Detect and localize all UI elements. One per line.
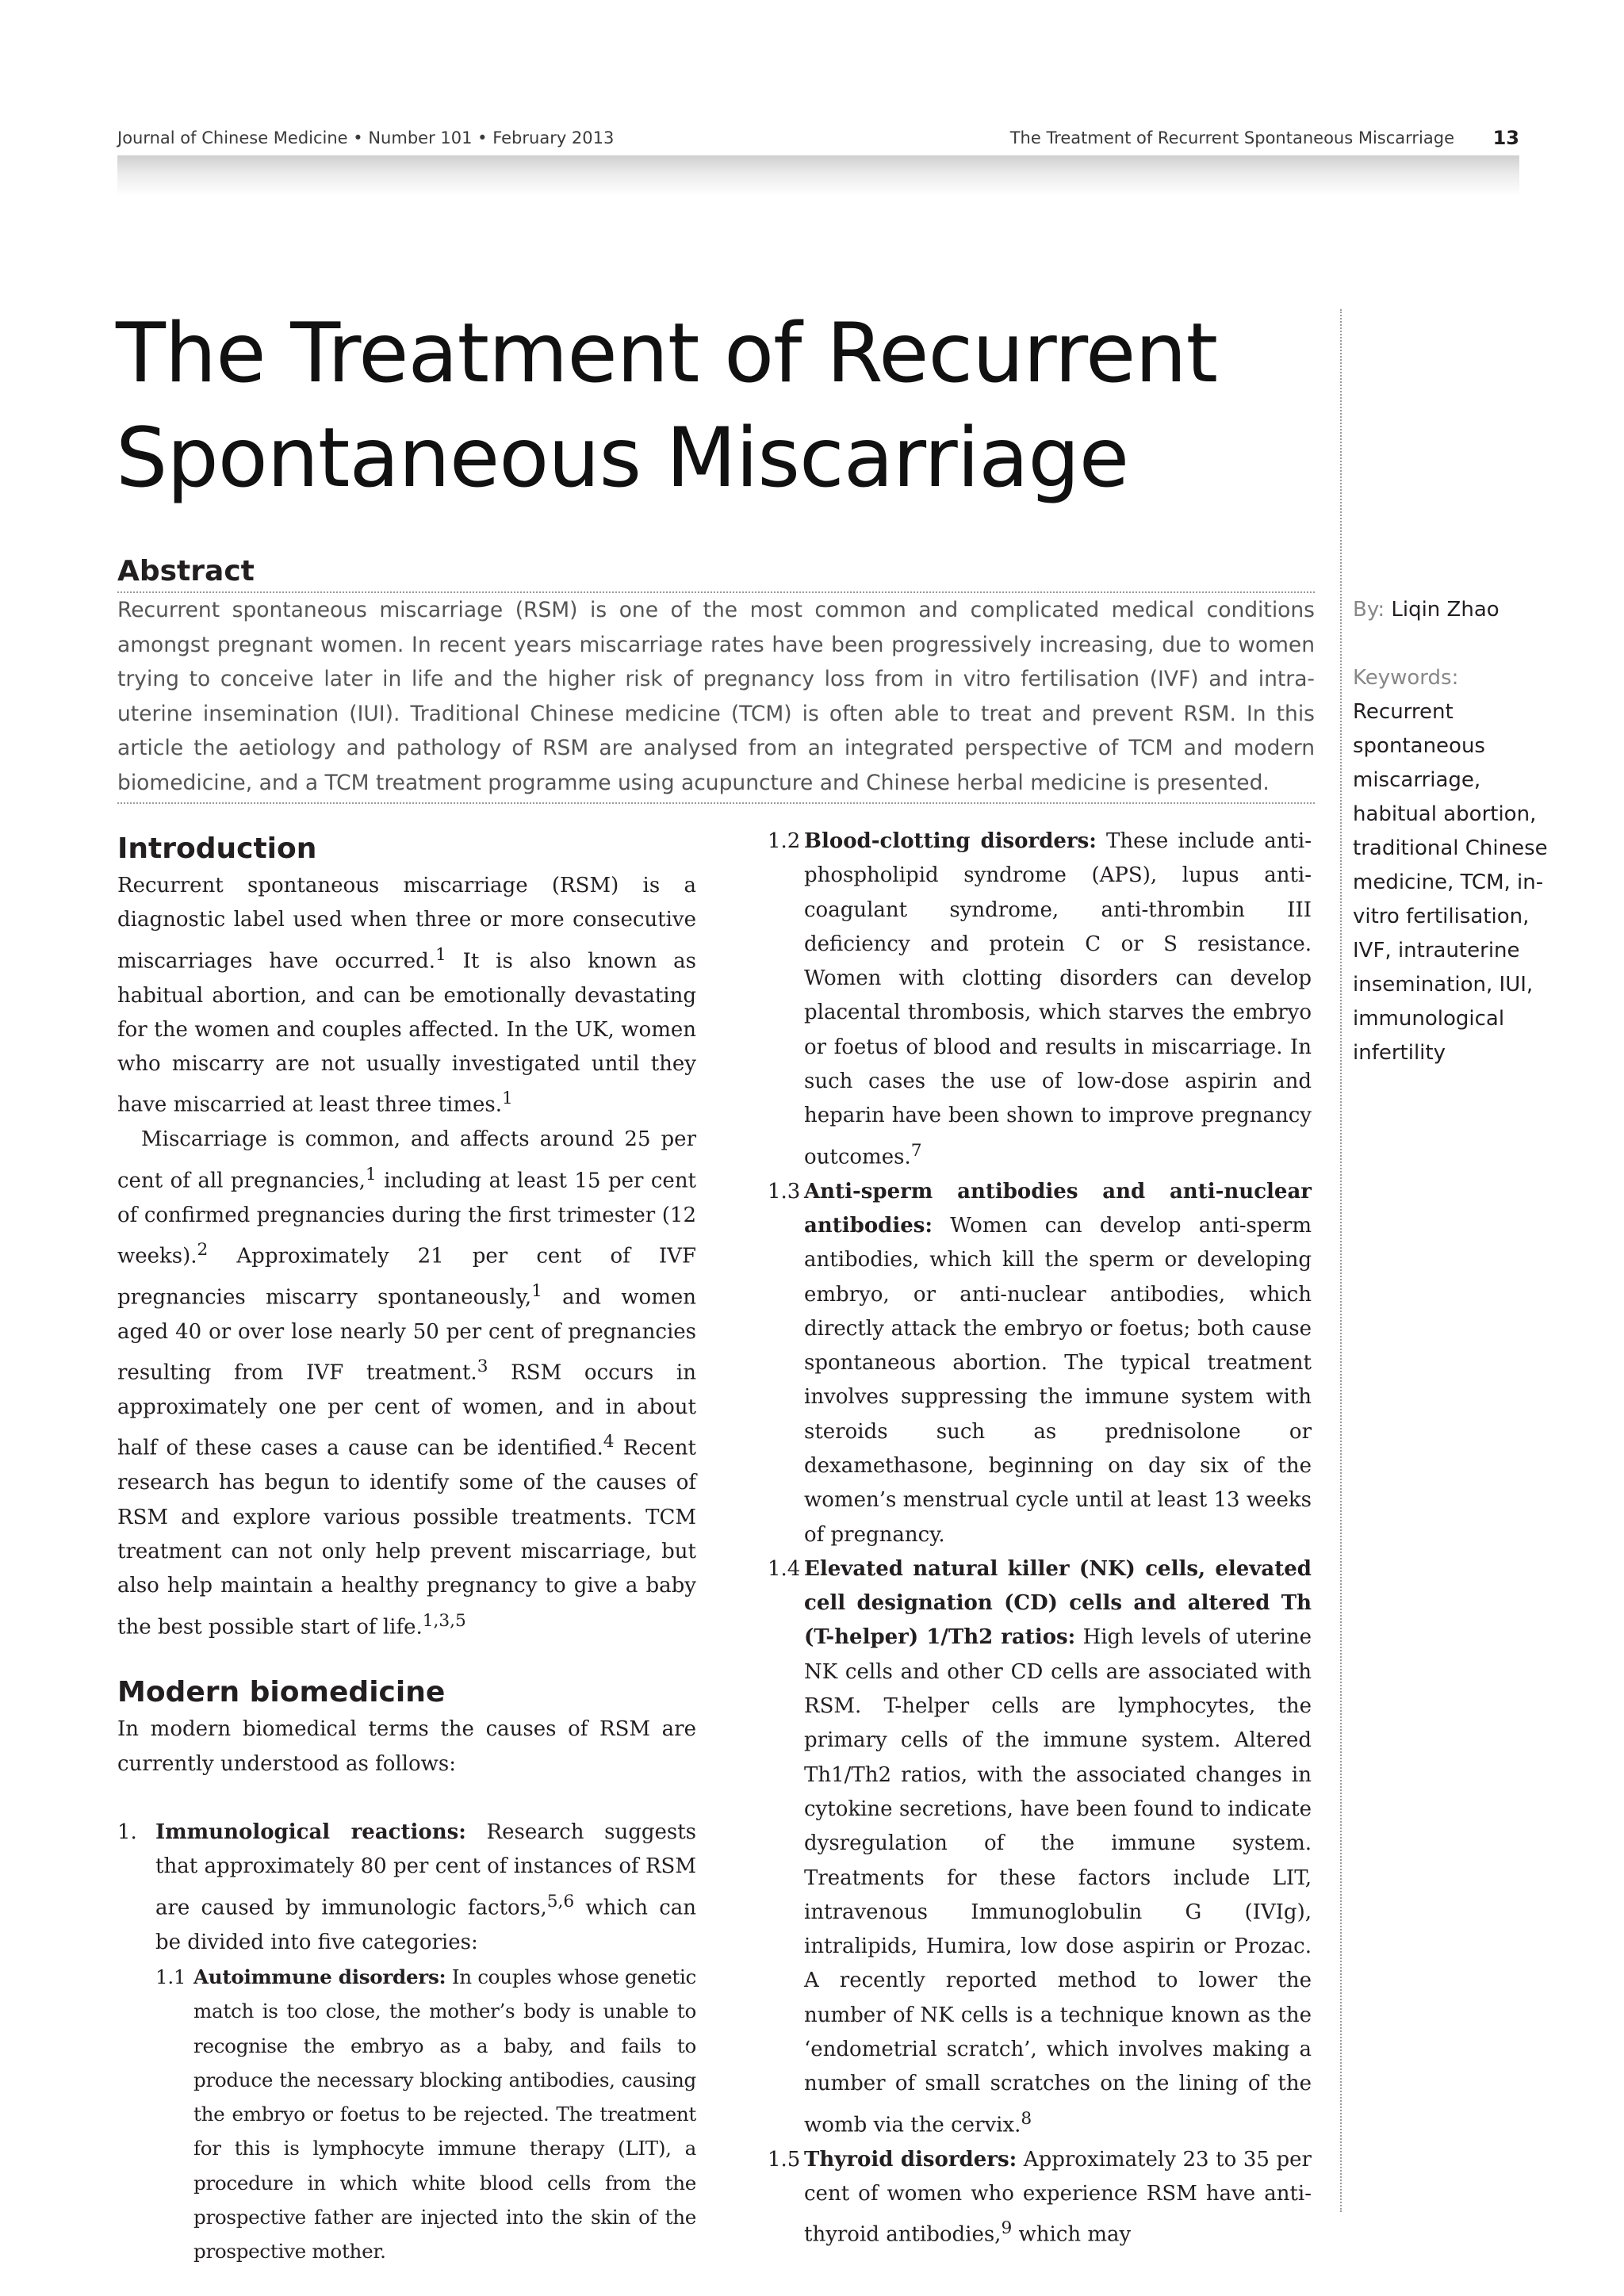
- abstract-rule-bottom: [117, 802, 1315, 804]
- introduction-heading: Introduction: [117, 832, 317, 865]
- list-item-blood-clotting-disorders: 1.2 Blood-clotting disorders: These include anti-phospholipid syndrome (APS), lupus anti-coagulant syndrome, anti-thrombin III deficiency and protein C or S resistance. Women with clotting disorders can develop placental thrombosis, which starves the embryo or foetus of blood and results in miscarriage. In such cases the use of low-dose aspirin and heparin have been shown to improve pregnancy outcomes.$^7$: [768, 825, 1312, 1175]
- citation-ref: 4: [603, 1432, 615, 1452]
- citation-ref: 1: [365, 1164, 377, 1184]
- list-number: 1.4: [768, 1556, 801, 1581]
- citation-ref: 2: [197, 1239, 209, 1260]
- list-number: 1.: [117, 1820, 137, 1845]
- keywords-list: Recurrent spontaneous miscarriage, habitual abortion, traditional Chinese medicine, TCM, in-vitro fertilisation, IVF, intrauterine insemination, IUI, immunological infertility: [1353, 700, 1548, 1065]
- list-item-nk-cells: 1.4 Elevated natural killer (NK) cells, elevated cell designation (CD) cells and altered Th (T-helper) 1/Th2 ratios: High levels of uterine NK cells and other CD cells are associated with RSM. T-helper cells are lymphocytes, the primary cells of the immune system. Altered Th1/Th2 ratios, with the associated changes in cytokine secretions, have been found to indicate dysregulation of the immune system. Treatments for these factors include LIT, intravenous Immunoglobulin G (IVIg), intralipids, Humira, low dose aspirin or Prozac. A recently reported method to lower the number of NK cells is a technique known as the ‘endometrial scratch’, which involves making a number of small scratches on the lining of the womb via the cervix.$^8$: [768, 1552, 1312, 2143]
- author-line: [1353, 593, 1559, 627]
- article-title-line-2: Spontaneous Miscarriage: [116, 411, 1129, 506]
- article-title: [116, 301, 1305, 511]
- citation-ref: 3: [477, 1357, 488, 1377]
- biomedicine-intro: In modern biomedical terms the causes of RSM are currently understood as follows:: [117, 1717, 696, 1776]
- citation-ref: 7: [910, 1140, 922, 1161]
- list-item-thyroid-disorders: 1.5 Thyroid disorders: Approximately 23 to 35 per cent of women who experience RSM have anti-thyroid antibodies,$^9$ which may: [768, 2143, 1312, 2253]
- list-number: 1.3: [768, 1179, 801, 1203]
- article-title-line-1: The Treatment of Recurrent: [116, 306, 1218, 401]
- list-item-immunological-reactions: 1. Immunological reactions: Research suggests that approximately 80 per cent of instances of RSM are caused by immunologic factors,$^{5,6}$ which can be divided into five categories:: [117, 1816, 696, 1960]
- citation-ref: 1,3,5: [422, 1610, 466, 1631]
- introduction-paragraph-1: Recurrent spontaneous miscarriage (RSM) is a diagnostic label used when three or more consecutive miscarriages have occurred.$^1$ It is also known as habitual abortion, and can be emotionally devastating for the women and couples affected. In the UK, women who miscarry are not usually investigated until they have miscarried at least three times.$^1$: [117, 874, 697, 1118]
- running-title: The Treatment of Recurrent Spontaneous Miscarriage: [1009, 128, 1454, 147]
- citation-ref: 5,6: [546, 1891, 575, 1911]
- citation-ref: 1: [531, 1280, 542, 1301]
- abstract-heading: Abstract: [117, 555, 255, 587]
- list-item-anti-sperm-antibodies: 1.3 Anti-sperm antibodies and anti-nuclear antibodies: Women can develop anti-sperm antibodies, which kill the sperm or developing embryo, or anti-nuclear antibodies, which directly attack the embryo or foetus; both cause spontaneous abortion. The typical treatment involves suppressing the immune system with steroids such as prednisolone or dexamethasone, beginning on day six of the women’s menstrual cycle until at least 13 weeks of pregnancy.: [768, 1175, 1312, 1552]
- body-column-right: [768, 825, 1312, 2252]
- journal-citation: Journal of Chinese Medicine • Number 101 • February 2013: [117, 128, 615, 147]
- body-column-left: [117, 825, 696, 2269]
- citation-ref: 1: [435, 944, 446, 965]
- list-number: 1.5: [768, 2147, 801, 2172]
- keywords-label: Keywords:: [1353, 666, 1459, 690]
- author-name: Liqin Zhao: [1391, 598, 1500, 622]
- abstract-text: Recurrent spontaneous miscarriage (RSM) is one of the most common and complicated medical conditions amongst pregnant women. In recent years miscarriage rates have been progressively increasing, due to women trying to conceive later in life and the higher risk of pregnancy loss from in vitro fertilisation (IVF) and intra-uterine insemination (IUI). Traditional Chinese medicine (TCM) is often able to treat and prevent RSM. In this article the aetiology and pathology of RSM are analysed from an integrated perspective of TCM and modern biomedicine, and a TCM treatment programme using acupuncture and Chinese herbal medicine is presented.: [117, 598, 1315, 795]
- header-gradient-band: [117, 155, 1519, 197]
- citation-ref: 1: [501, 1089, 513, 1109]
- citation-ref: 8: [1021, 2108, 1032, 2129]
- article-sidebar: [1353, 593, 1559, 1070]
- sidebar-divider: [1340, 309, 1342, 2212]
- list-item-autoimmune-disorders: 1.1 Autoimmune disorders: In couples whose genetic match is too close, the mother’s body is unable to recognise the embryo as a baby, and fails to produce the necessary blocking antibodies, causing the embryo or foetus to be rejected. The treatment for this is lymphocyte immune therapy (LIT), a procedure in which white blood cells from the prospective father are injected into the skin of the prospective mother.: [155, 1960, 696, 2269]
- list-number: 1.1: [155, 1965, 186, 1988]
- modern-biomedicine-heading: Modern biomedicine: [117, 1676, 446, 1709]
- list-number: 1.2: [768, 829, 801, 853]
- by-label: By:: [1353, 598, 1385, 622]
- running-header: [117, 127, 1519, 152]
- citation-ref: 9: [1001, 2218, 1013, 2239]
- introduction-paragraph-2: Miscarriage is common, and affects around 25 per cent of all pregnancies,$^1$ including at least 15 per cent of confirmed pregnancies during the first trimester (12 weeks).$^2$ Approximately 21 per cent of IVF pregnancies miscarry spontaneously,$^1$ and women aged 40 or over lose nearly 50 per cent of pregnancies resulting from IVF treatment.$^3$ RSM occurs in approximately one per cent of women, and in about half of these cases a cause can be identified.$^4$ Recent research has begun to identify some of the causes of RSM and explore various possible treatments. TCM treatment can not only help prevent miscarriage, but also help maintain a healthy pregnancy to give a baby the best possible start of life.$^{1,3,5}$: [117, 1127, 697, 1640]
- page-number: 13: [1492, 127, 1519, 149]
